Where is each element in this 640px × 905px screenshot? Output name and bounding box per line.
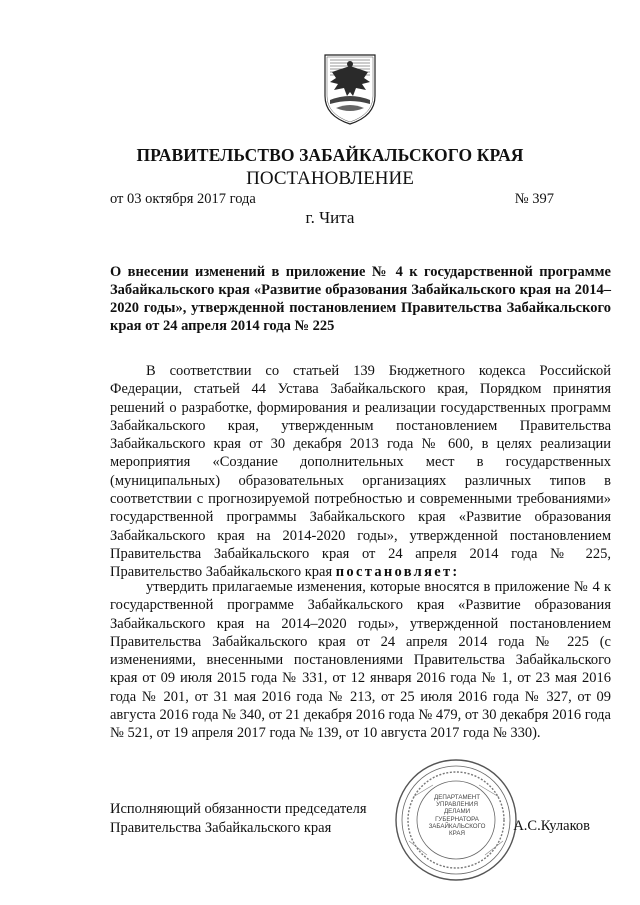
document-subject: О внесении изменений в приложение № 4 к государственной программе Забайкальского края «Развитие образования Забайкальского края на 2014–2020 годы», утвержденной постановлением Правительства Забайкальского края от 24 апреля 2014 года № 225 bbox=[110, 264, 611, 334]
document-number: № 397 bbox=[514, 191, 554, 207]
preamble-text: В соответствии со статьей 139 Бюджетного кодекса Российской Федерации, статьей 44 Устава Забайкальского края, Порядком принятия решений о разработке, формирования и реализации государственных программ Забайкальского края, утвержденным постановлением Правительства Забайкальского края от 30 декабря 2013 года № 600, в целях реализации мероприятия «Создание дополнительных мест в государственных (муниципальных) образовательных организациях различных типов в соответствии с прогнозируемой потребностью и современными требованиями» государственной программы Забайкальского края «Развитие образования Забайкальского края на 2014-2020 годы», утвержденной постановлением Правительства Забайкальского края от 24 апреля 2014 года № 225, Правительство Забайкальского края bbox=[110, 363, 611, 581]
seal-center-text: ДЕПАРТАМЕНТ УПРАВЛЕНИЯ ДЕЛАМИ ГУБЕРНАТОРА ЗАБАЙКАЛЬСКОГО КРАЯ bbox=[428, 794, 486, 838]
preamble-paragraph bbox=[110, 362, 611, 582]
resolution-paragraph: утвердить прилагаемые изменения, которые вносятся в приложение № 4 к государственной программе Забайкальского края «Развитие образования Забайкальского края на 2014–2020 годы», утвержденной постановлением Правительства Забайкальского края от 24 апреля 2014 года № 225 (с изменениями, внесенными постановлениями Правительства Забайкальского края от 09 июля 2015 года № 331, от 12 января 2016 года № 1, от 23 мая 2016 года № 201, от 31 мая 2016 года № 213, от 25 июля 2016 года № 327, от 09 августа 2016 года № 340, от 21 декабря 2016 года № 479, от 30 декабря 2016 года № 521, от 19 апреля 2017 года № 139, от 10 августа 2017 года № 330). bbox=[110, 579, 611, 742]
coat-of-arms-icon bbox=[322, 52, 378, 126]
resolves-word: постановляет: bbox=[335, 564, 460, 581]
signer-position bbox=[110, 800, 367, 837]
city: г. Чита bbox=[305, 208, 355, 227]
document-type: ПОСТАНОВЛЕНИЕ bbox=[246, 168, 414, 189]
government-title: ПРАВИТЕЛЬСТВО ЗАБАЙКАЛЬСКОГО КРАЯ bbox=[136, 145, 524, 165]
signer-name: А.С.Кулаков bbox=[513, 818, 590, 834]
signer-position-line2: Правительства Забайкальского края bbox=[110, 819, 332, 836]
document-date: от 03 октября 2017 года bbox=[110, 191, 256, 207]
signer-position-line1: Исполняющий обязанности председателя bbox=[110, 801, 367, 817]
